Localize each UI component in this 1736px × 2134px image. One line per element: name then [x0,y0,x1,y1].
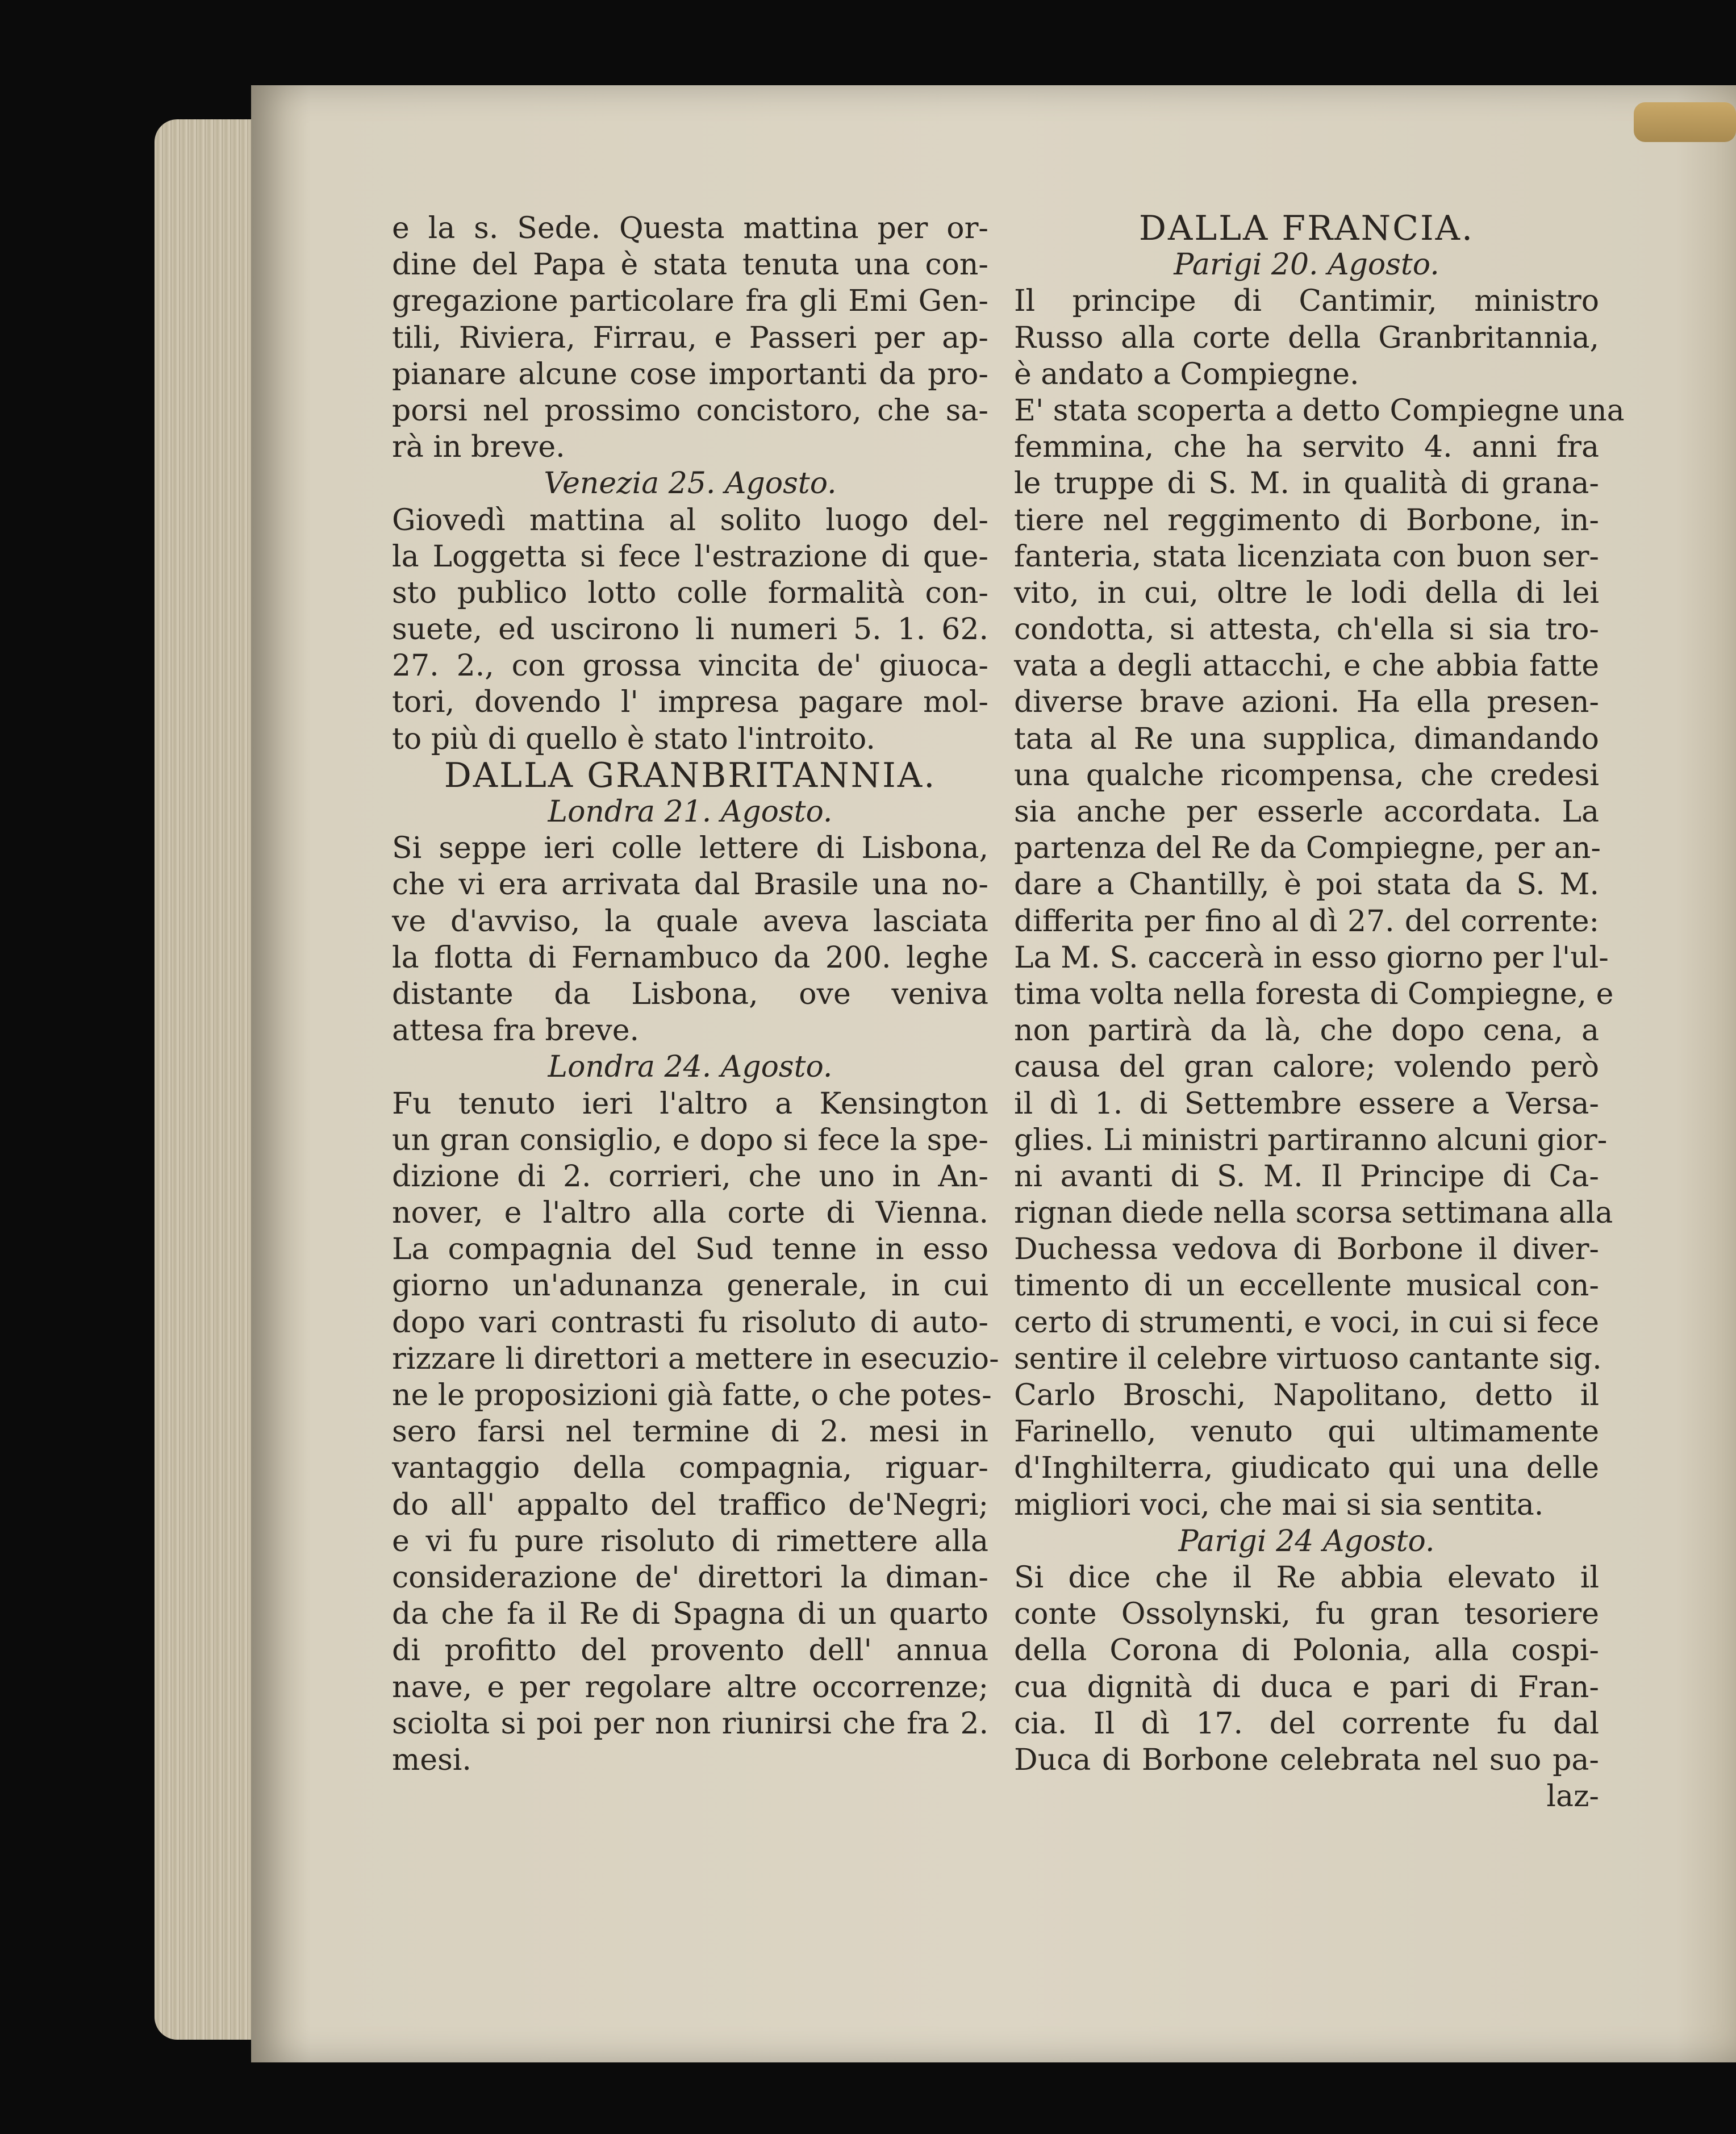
text-line: vantaggio della compagnia, riguar- [392,1451,988,1486]
text-line: ni avanti di S. M. Il Principe di Ca- [1014,1159,1599,1194]
left-text-column [392,210,999,1778]
text-line: cia. Il dì 17. del corrente fu dal [1014,1706,1599,1741]
text-line: gregazione particolare fra gli Emi Gen- [392,284,988,319]
text-line: Si seppe ieri colle lettere di Lisbona, [392,831,988,866]
text-line: diverse brave azioni. Ha ella presen- [1014,685,1599,720]
text-line: vito, in cui, oltre le lodi della di lei [1014,576,1599,610]
text-line: porsi nel prossimo concistoro, che sa- [392,393,988,428]
text-line: giorno un'adunanza generale, in cui [392,1269,988,1303]
text-line: conte Ossolynski, fu gran tesoriere [1014,1597,1599,1632]
text-line: dizione di 2. corrieri, che uno in An- [392,1159,988,1194]
text-line: pianare alcune cose importanti da pro- [392,357,988,391]
section-heading: DALLA GRANBRITANNIA. [444,755,937,795]
text-line: certo di strumenti, e voci, in cui si fece [1014,1305,1599,1340]
paragraph-last-line: è andato a Compiegne. [1014,357,1359,391]
dateline: Londra 21. Agosto. [548,795,833,829]
text-line: La M. S. caccerà in esso giorno per l'ul- [1014,940,1609,975]
text-line: non partirà da là, che dopo cena, a [1014,1014,1599,1048]
text-line: suete, ed uscirono li numeri 5. 1. 62. [392,612,988,647]
text-line: sciolta si poi per non riunirsi che fra 2. [392,1706,988,1741]
text-line: Fu tenuto ieri l'altro a Kensington [392,1086,988,1121]
text-line: dare a Chantilly, è poi stata da S. M. [1014,868,1599,902]
text-line: tata al Re una supplica, dimandando [1014,722,1599,756]
text-line: e la s. Sede. Questa mattina per or- [392,211,988,245]
text-line: rignan diede nella scorsa settimana alla [1014,1196,1613,1231]
text-line: e vi fu pure risoluto di rimettere alla [392,1524,988,1558]
text-line: condotta, si attesta, ch'ella si sia tro- [1014,612,1599,647]
paragraph-last-line: mesi. [392,1743,471,1777]
text-line: le truppe di S. M. in qualità di grana- [1014,466,1599,501]
text-line: Russo alla corte della Granbritannia, [1014,320,1599,355]
text-line: do all' appalto del traffico de'Negri; [392,1487,988,1522]
dateline: Londra 24. Agosto. [548,1050,833,1085]
text-line: il dì 1. di Settembre essere a Versa- [1014,1086,1599,1121]
text-line: differita per fino al dì 27. del corrente: [1014,904,1599,939]
right-text-column [1014,209,1625,1815]
text-line: tili, Riviera, Firrau, e Passeri per ap- [392,320,988,355]
text-line: rizzare li direttori a mettere in esecuzio- [392,1341,999,1376]
text-line: nover, e l'altro alla corte di Vienna. [392,1196,988,1231]
paragraph-last-line: attesa fra breve. [392,1014,640,1048]
text-line: ve d'avviso, la quale aveva lasciata [392,904,988,939]
text-line: Farinello, venuto qui ultimamente [1014,1415,1599,1449]
text-line: cua dignità di duca e pari di Fran- [1014,1670,1599,1704]
text-line: dine del Papa è stata tenuta una con- [392,248,988,282]
text-line: d'Inghilterra, giudicato qui una delle [1014,1451,1599,1486]
text-line: vata a degli attacchi, e che abbia fatte [1014,649,1599,683]
text-line: sto publico lotto colle formalità con- [392,576,988,610]
text-line: Giovedì mattina al solito luogo del- [392,503,988,537]
text-line: glies. Li ministri partiranno alcuni gior- [1014,1123,1608,1157]
text-line: causa del gran calore; volendo però [1014,1050,1599,1085]
catchword: laz- [1546,1779,1599,1814]
text-line: una qualche ricompensa, che credesi [1014,758,1599,793]
text-line: ne le proposizioni già fatte, o che potes- [392,1378,992,1412]
text-line: considerazione de' direttori la diman- [392,1560,988,1595]
dateline: Parigi 24 Agosto. [1178,1524,1435,1558]
text-line: dopo vari contrasti fu risoluto di auto- [392,1305,988,1340]
text-line: 27. 2., con grossa vincita de' giuoca- [392,649,988,683]
dateline: Venezia 25. Agosto. [544,466,837,501]
text-line: che vi era arrivata dal Brasile una no- [392,868,988,902]
section-heading: DALLA FRANCIA. [1138,209,1475,248]
text-line: Carlo Broschi, Napolitano, detto il [1014,1378,1599,1412]
text-line: partenza del Re da Compiegne, per an- [1014,831,1601,866]
text-line: tori, dovendo l' impresa pagare mol- [392,685,988,720]
paragraph-last-line: to più di quello è stato l'introito. [392,722,875,756]
text-line: La compagnia del Sud tenne in esso [392,1232,988,1267]
text-line: femmina, che ha servito 4. anni fra [1014,430,1599,465]
text-line: distante da Lisbona, ove veniva [392,977,988,1011]
text-line: Il principe di Cantimir, ministro [1014,284,1599,319]
text-line: da che fa il Re di Spagna di un quarto [392,1597,988,1632]
text-line: un gran consiglio, e dopo si fece la spe- [392,1123,988,1157]
text-line: sentire il celebre virtuoso cantante sig. [1014,1341,1602,1376]
text-line: Duca di Borbone celebrata nel suo pa- [1014,1743,1599,1777]
text-line: Si dice che il Re abbia elevato il [1014,1560,1599,1595]
text-line: la Loggetta si fece l'estrazione di que- [392,539,988,574]
text-line: la flotta di Fernambuco da 200. leghe [392,940,988,975]
text-line: timento di un eccellente musical con- [1014,1269,1599,1303]
dateline: Parigi 20. Agosto. [1174,248,1439,282]
text-line: di profitto del provento dell' annua [392,1633,988,1668]
text-line: sia anche per esserle accordata. La [1014,795,1599,829]
paragraph-last-line: rà in breve. [392,430,565,465]
facing-page-edge [1634,102,1736,142]
text-line: tiere nel reggimento di Borbone, in- [1014,503,1599,537]
text-line: della Corona di Polonia, alla cospi- [1014,1633,1599,1668]
text-line: Duchessa vedova di Borbone il diver- [1014,1232,1599,1267]
text-line: nave, e per regolare altre occorrenze; [392,1670,988,1704]
text-line: sero farsi nel termine di 2. mesi in [392,1415,988,1449]
paragraph-last-line: migliori voci, che mai si sia sentita. [1014,1487,1544,1522]
text-line: fanteria, stata licenziata con buon ser- [1014,539,1599,574]
text-line: E' stata scoperta a detto Compiegne una [1014,393,1625,428]
text-line: tima volta nella foresta di Compiegne, e [1014,977,1614,1011]
